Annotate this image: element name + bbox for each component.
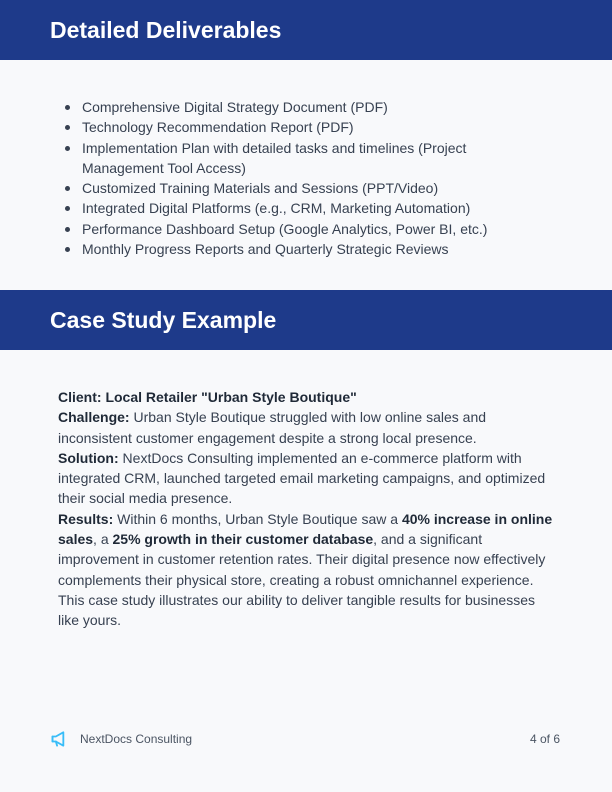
closing-paragraph: This case study illustrates our ability to deliver tangible results for businesses like yours.	[58, 591, 535, 629]
results-paragraph: Results: Within 6 months, Urban Style Boutique saw a 40% increase in online sales, a 25% growth in their customer database, and a significant improvement in customer retention rates. Their digital presence now effectively complements their physical store, creating a robust omnichannel experience.	[58, 510, 553, 588]
list-item: Technology Recommendation Report (PDF)	[82, 117, 542, 137]
list-item: Performance Dashboard Setup (Google Analytics, Power BI, etc.)	[82, 219, 542, 239]
deliverables-list	[82, 97, 542, 259]
section-header-case-study	[0, 290, 612, 350]
list-item: Comprehensive Digital Strategy Document (PDF)	[82, 97, 542, 117]
solution-paragraph: Solution: NextDocs Consulting implemented an e-commerce platform with integrated CRM, launched targeted email marketing campaigns, and optimized their social media presence.	[58, 449, 546, 507]
megaphone-icon	[50, 729, 70, 749]
challenge-paragraph: Challenge: Urban Style Boutique struggled with low online sales and inconsistent customer engagement despite a strong local presence.	[58, 409, 487, 446]
list-item: Implementation Plan with detailed tasks and timelines (Project Management Tool Access)	[82, 138, 542, 179]
footer-brand: NextDocs Consulting	[80, 732, 193, 746]
list-item: Customized Training Materials and Sessions (PPT/Video)	[82, 178, 542, 198]
section-title: Detailed Deliverables	[50, 16, 282, 43]
case-study-body	[58, 387, 558, 631]
list-item: Monthly Progress Reports and Quarterly Strategic Reviews	[82, 239, 542, 259]
section-header-deliverables	[0, 0, 612, 60]
section-title: Case Study Example	[50, 306, 277, 333]
list-item: Integrated Digital Platforms (e.g., CRM, Marketing Automation)	[82, 198, 542, 218]
page-indicator: 4 of 6	[529, 732, 560, 746]
page-footer	[50, 728, 560, 750]
client-line: Client: Local Retailer "Urban Style Boutique"	[58, 389, 357, 405]
